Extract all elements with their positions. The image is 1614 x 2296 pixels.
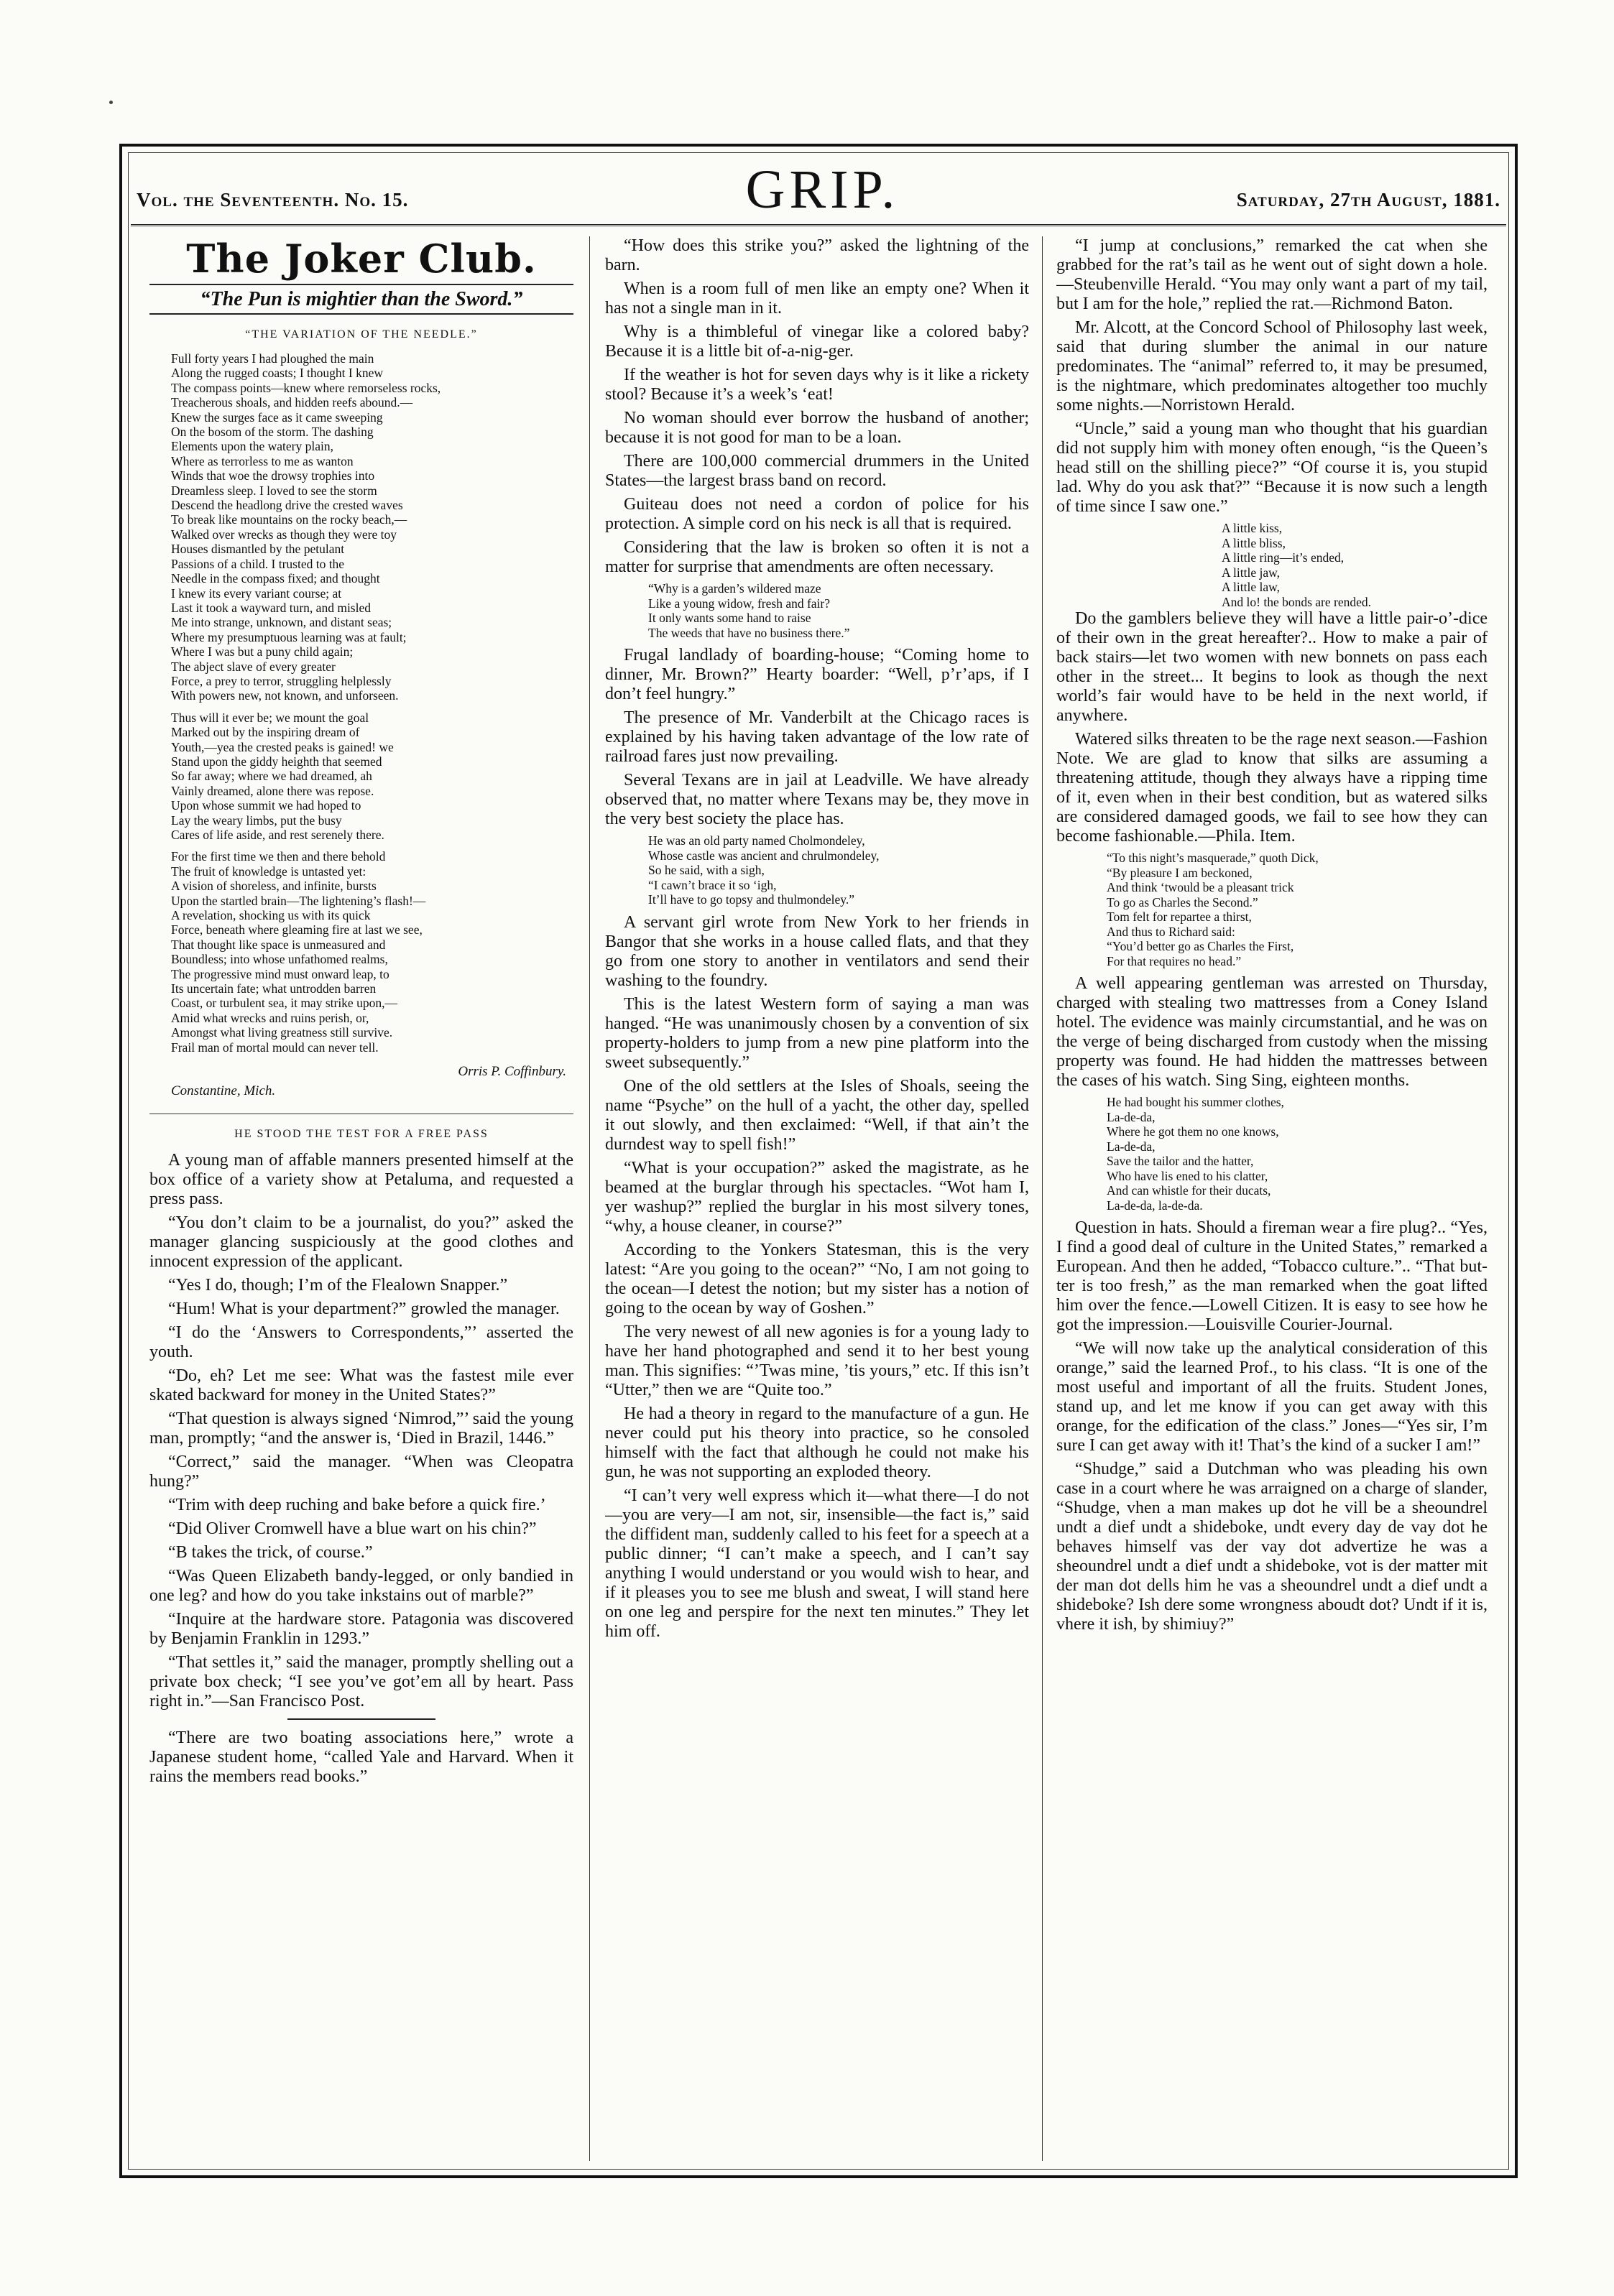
verse-line: So he said, with a sigh, xyxy=(648,863,765,877)
paragraph: According to the Yonkers Statesman, this is the very latest: “Are you going to the ocean?” “No, I am not going to the ocean—I detest the notion; but my sister has a notion of going to the ocean by way of Goshen.” xyxy=(605,1240,1029,1318)
poem-line: Its uncertain fate; what untrodden barren xyxy=(171,981,377,996)
verse-line: Who have lis ened to his clatter, xyxy=(1107,1168,1268,1183)
verse-line: The weeds that have no business there.” xyxy=(648,625,850,640)
verse-line: And thus to Richard said: xyxy=(1107,924,1235,939)
poem-signature: Orris P. Coffinbury. xyxy=(458,1064,566,1080)
poem-line: Upon whose summit we had hoped to xyxy=(171,798,361,813)
verse-line: La-de-da, xyxy=(1107,1139,1156,1154)
poem-stanza xyxy=(171,351,573,703)
verse xyxy=(1107,851,1488,968)
poem-line: Amongst what living greatness still survive. xyxy=(171,1025,393,1040)
verse xyxy=(648,833,1029,907)
poem-line: Me into strange, unknown, and distant seas; xyxy=(171,615,392,630)
story xyxy=(149,1151,573,1711)
paragraph: Guiteau does not need a cordon of police for his protection. A simple cord on his neck is all that is required. xyxy=(605,495,1029,533)
verse-line: “You’d better go as Charles the First, xyxy=(1107,939,1294,953)
poem-stanza xyxy=(171,849,573,1055)
verse-line: A little kiss, xyxy=(1222,521,1283,535)
paragraph: Mr. Alcott, at the Concord School of Philosophy last week, said that during slumber the animal in our nature predominates. The “animal” referred to, it may be presumed, is the nightmare, which predominates altogether too muchly some nights.—Norristown Herald. xyxy=(1056,318,1488,415)
verse-line: It’ll have to go topsy and thulmondeley.” xyxy=(648,892,855,907)
verse xyxy=(1107,1095,1488,1213)
paragraph: Why is a thimbleful of vinegar like a colored baby? Because it is a little bit of-a-nig-ger. xyxy=(605,323,1029,361)
paragraph-group xyxy=(605,236,1029,577)
poem-stanza xyxy=(171,710,573,843)
poem-line: For the first time we then and there behold xyxy=(171,849,386,864)
verse-line: A little law, xyxy=(1222,580,1281,594)
poem-line: Where my presumptuous learning was at fault; xyxy=(171,629,407,644)
poem-line: A vision of shoreless, and infinite, bursts xyxy=(171,879,377,894)
poem-line: Boundless; into whose unfathomed realms, xyxy=(171,952,388,967)
poem-line: Full forty years I had ploughed the main xyxy=(171,351,374,366)
column-divider xyxy=(1042,236,1043,2161)
poem-line: Amid what wrecks and ruins perish, or, xyxy=(171,1010,369,1025)
paragraph: A well appearing gentleman was arrested on Thursday, charged with stealing two mattresses from a Coney Island hotel. The evidence was mainly circumstantial, and he was on the verge of being discharged from custody when the missing property was found. He had hidden the mattresses between the cases of his watch. Sing Sing, eighteen months. xyxy=(1056,974,1488,1090)
poem-line: Cares of life aside, and rest serenely there. xyxy=(171,828,384,842)
paragraph: “We will now take up the analytical consideration of this orange,” said the learned Prof., to his class. “It is one of the most useful and important of all the fruits. Student Jones, stand up, and let me know if you can get away with this orange, for the edification of the class.” Jones—“Yes sir, I’m sure I can get away with it! That’s the kind of a sucker I am!” xyxy=(1056,1339,1488,1455)
verse-line: Tom felt for repartee a thirst, xyxy=(1107,909,1252,924)
column-3 xyxy=(1056,236,1488,2161)
poem-line: To break like mountains on the rocky beach,— xyxy=(171,512,407,527)
verse-line: “To this night’s masquerade,” quoth Dick, xyxy=(1107,851,1319,865)
poem-line: Passions of a child. I trusted to the xyxy=(171,556,345,571)
paragraph: “Yes I do, though; I’m of the Flealown Snapper.” xyxy=(168,1276,508,1295)
poem-line: I knew its every variant course; at xyxy=(171,585,342,601)
verse-line: And think ‘twould be a pleasant trick xyxy=(1107,880,1294,894)
paragraph: “Trim with deep ruching and bake before a quick fire.’ xyxy=(168,1496,546,1515)
paragraph: “You don’t claim to be a journalist, do you?” asked the manager glancing suspiciously at the good clothes and innocent expression of the applicant. xyxy=(149,1213,573,1272)
paragraph: Watered silks threaten to be the rage next season.—Fashion Note. We are glad to know that silks are assuming a threatening attitude, though they always have a ripping time of it, even when in their best condition, but as watered silks are considered damaged goods, we fail to see how they can become fashionable.—Phila. Item. xyxy=(1056,730,1488,846)
verse-line: It only wants some hand to raise xyxy=(648,611,811,625)
verse-line: He had bought his summer clothes, xyxy=(1107,1095,1284,1109)
paragraph: A servant girl wrote from New York to her friends in Bangor that she works in a house called flats, and that they go from one story to another in ventilators and send their washing to the foundry. xyxy=(605,912,1029,990)
paragraph: “I do the ‘Answers to Correspondents,”’ asserted the youth. xyxy=(149,1323,573,1362)
paragraph: “How does this strike you?” asked the lightning of the barn. xyxy=(605,236,1029,274)
poem-line: That thought like space is unmeasured and xyxy=(171,937,386,952)
poem-line: Knew the surges face as it came sweeping xyxy=(171,409,383,425)
poem xyxy=(171,351,573,1055)
poem-line: Descend the headlong drive the crested waves xyxy=(171,498,403,513)
poem-line: The compass points—knew where remorseless rocks, xyxy=(171,380,441,395)
poem-line: Marked out by the inspiring dream of xyxy=(171,725,360,740)
poem-line: Along the rugged coasts; I thought I knew xyxy=(171,366,384,381)
paragraph: “B takes the trick, of course.” xyxy=(168,1543,373,1563)
poem-line: A revelation, shocking us with its quick xyxy=(171,908,371,923)
paragraph-group xyxy=(1056,974,1488,1091)
verse xyxy=(1222,521,1488,609)
poem-line: Last it took a wayward turn, and misled xyxy=(171,600,371,615)
paragraph: “There are two boating associations here,” wrote a Japanese student home, “called Yale and Harvard. When it rains the members read books.” xyxy=(149,1728,573,1787)
column-2 xyxy=(605,236,1029,2161)
verse-line: And can whistle for their ducats, xyxy=(1107,1183,1271,1198)
poem-line: The abject slave of every greater xyxy=(171,659,336,674)
paragraph: Frugal landlady of boarding-house; “Coming home to dinner, Mr. Brown?” Hearty boarder: “Well, p’r’aps, if I don’t feel hungry.” xyxy=(605,646,1029,703)
page-frame xyxy=(119,144,1518,2178)
verse-line: A little ring—it’s ended, xyxy=(1222,550,1345,565)
poem-line: Coast, or turbulent sea, it may strike upon,— xyxy=(171,996,397,1011)
paragraph: “That question is always signed ‘Nimrod,”’ said the young man, promptly; “and the answer is, ‘Died in Brazil, 1446.” xyxy=(149,1409,573,1448)
paragraph: Do the gamblers believe they will have a little pair-o’-dice of their own in the great hereafter?.. How to make a pair of back stairs—let two women with new bonnets on pass each other in the street... It begins to look as though the next world’s fair would have to be held in the next world, if anywhere. xyxy=(1056,609,1488,725)
poem-line: Walked over wrecks as though they were toy xyxy=(171,527,397,542)
poem-line: Force, beneath where gleaming fire at last we see, xyxy=(171,922,423,938)
section-motto: “The Pun is mightier than the Sword.” xyxy=(149,284,573,315)
verse-line: Save the tailor and the hatter, xyxy=(1107,1154,1254,1168)
poem-line: Upon the startled brain—The lightening’s flash!— xyxy=(171,893,426,908)
masthead-rule xyxy=(131,224,1506,226)
verse-line: And lo! the bonds are rended. xyxy=(1222,594,1371,609)
poem-line: So far away; where we had dreamed, ah xyxy=(171,769,372,784)
poem-line: Dreamless sleep. I loved to see the storm xyxy=(171,483,377,498)
paragraph: One of the old settlers at the Isles of Shoals, seeing the name “Psyche” on the hull of a yacht, the other day, spelled it out slowly, and then exclaimed: “Well, if that ain’t the durndest way to spell fish!” xyxy=(605,1076,1029,1154)
paragraph: This is the latest Western form of saying a man was hanged. “He was unanimously chosen by a convention of six property-holders to jump from a new pine platform into the sweet subsequently.” xyxy=(605,994,1029,1072)
verse-line: To go as Charles the Second.” xyxy=(1107,894,1258,909)
verse-line: Like a young widow, fresh and fair? xyxy=(648,596,831,611)
masthead xyxy=(137,157,1500,218)
paragraph: “Uncle,” said a young man who thought that his guardian did not supply him with money often enough, “is the Queen’s head still on the shilling piece?” “Of course it is, you stupid lad. Why do you ask that?” “Because it is now such a length of time since I saw one.” xyxy=(1056,420,1488,516)
section-title: The Joker Club. xyxy=(186,236,537,282)
column-divider xyxy=(589,236,590,2161)
verse-line: La-de-da, la-de-da. xyxy=(1107,1198,1203,1213)
column-1 xyxy=(149,236,573,2161)
poem-line: Lay the weary limbs, put the busy xyxy=(171,813,342,828)
paragraph: When is a room full of men like an empty one? When it has not a single man in it. xyxy=(605,279,1029,318)
paragraph: He had a theory in regard to the manufacture of a gun. He never could put his theory into practice, so he consoled himself with the fact that although he could not make his gun, he was not supporting an exploded theory. xyxy=(605,1404,1029,1481)
paragraph: No woman should ever borrow the husband of another; because it is not good for man to be a loan. xyxy=(605,409,1029,447)
paragraph: If the weather is hot for seven days why is it like a rickety stool? Because it’s a week’s ‘eat! xyxy=(605,366,1029,404)
verse-line: For that requires no head.” xyxy=(1107,953,1242,968)
paragraph-group xyxy=(605,646,1029,829)
verse-line: He was an old party named Cholmondeley, xyxy=(648,833,865,848)
verse xyxy=(648,581,1029,640)
verse-line: Where he got them no one knows, xyxy=(1107,1124,1279,1139)
paragraph: “That settles it,” said the manager, promptly shelling out a private box check; “I see you’ve got’em all by heart. Pass right in.”—San Francisco Post. xyxy=(149,1653,573,1711)
verse-line: “I cawn’t brace it so ‘igh, xyxy=(648,877,777,892)
paragraph: Considering that the law is broken so often it is not a matter for surprise that amendments are often necessary. xyxy=(605,538,1029,576)
poem-place: Constantine, Mich. xyxy=(171,1083,276,1099)
poem-line: Needle in the compass fixed; and thought xyxy=(171,571,380,586)
divider xyxy=(287,1718,436,1720)
verse-line: A little jaw, xyxy=(1222,565,1281,580)
poem-line: Winds that woe the drowsy trophies into xyxy=(171,468,375,483)
paragraph: The very newest of all new agonies is for a young lady to have her hand photographed and send it to her best young man. This signifies: “’Twas mine, ’tis yours,” etc. If this isn’t “Utter,” then we are “Quite too.” xyxy=(605,1322,1029,1399)
paragraph: “Do, eh? Let me see: What was the fastest mile ever skated backward for money in the United States?” xyxy=(149,1366,573,1405)
paragraph-group xyxy=(1056,236,1488,517)
poem-line: The progressive mind must onward leap, to xyxy=(171,966,389,981)
poem-line: Force, a prey to terror, struggling helplessly xyxy=(171,673,392,688)
verse-line: La-de-da, xyxy=(1107,1109,1156,1124)
volume-number: Vol. the Seventeenth. No. 15. xyxy=(137,189,409,210)
verse-line: “Why is a garden’s wildered maze xyxy=(648,581,821,596)
paragraph-group xyxy=(1056,609,1488,846)
issue-date: Saturday, 27th August, 1881. xyxy=(1236,189,1500,210)
newspaper-title: GRIP. xyxy=(745,159,900,220)
paragraph: “Was Queen Elizabeth bandy-legged, or only bandied in one leg? and how do you take inkstains out of marble?” xyxy=(149,1567,573,1606)
paragraph: “Inquire at the hardware store. Patagonia was discovered by Benjamin Franklin in 1293.” xyxy=(149,1610,573,1649)
poem-title: “THE VARIATION OF THE NEEDLE.” xyxy=(245,328,478,341)
poem-line: Vainly dreamed, alone there was repose. xyxy=(171,783,374,798)
paragraph: “Shudge,” said a Dutchman who was pleading his own case in a court where he was arraigned on a charge of slander, “Shudge, vhen a man makes up dot he vill be a sheoundrel undt a dief undt a shideboke, undt every day de vay dot he behaves himself vas der vay dot advertize he was a sheoundrel undt a dief undt a shideboke, vot is der matter mit der man dot dells him he vas a sheoundrel undt a dief undt a shideboke? Ish dere some wrongness aboudt dot? Undt if it is, vhere it ish, by shimiuy?” xyxy=(1056,1460,1488,1634)
poem-line: Houses dismantled by the petulant xyxy=(171,542,345,557)
paragraph: Several Texans are in jail at Leadville. We have already observed that, no matter where Texans may be, they move in the very best society the place has. xyxy=(605,771,1029,828)
poem-line: Thus will it ever be; we mount the goal xyxy=(171,710,369,725)
paragraph: “I jump at conclusions,” remarked the cat when she grabbed for the rat’s tail as he went out of sight down a hole.—Steubenville Herald. “You may only want a part of my tail, but I am for the hole,” replied the rat.—Richmond Baton. xyxy=(1056,236,1488,313)
paragraph: The presence of Mr. Vanderbilt at the Chicago races is explained by his having taken advantage of the low rate of railroad fares just now prevailing. xyxy=(605,708,1029,766)
verse-line: A little bliss, xyxy=(1222,535,1286,550)
verse-line: Whose castle was ancient and chrulmondeley, xyxy=(648,848,880,863)
poem-line: Where I was but a puny child again; xyxy=(171,644,354,659)
paragraph: “Hum! What is your department?” growled the manager. xyxy=(168,1300,560,1319)
poem-line: Frail man of mortal mould can never tell. xyxy=(171,1040,379,1055)
paragraph-group xyxy=(605,913,1029,1642)
stray-mark xyxy=(109,101,113,104)
paragraph: “I can’t very well express which it—what there—I do not—you are very—I am not, sir, insensible—the fact is,” said the diffident man, suddenly called to his feet for a speech at a public dinner; “I can’t make a speech, and I can’t say anything I would understand or you would wish to hear, and if it pleases you to see me blush and sweat, I will stand here on one leg and perspire for the next ten minutes.” They let him off. xyxy=(605,1486,1029,1641)
paragraph-group xyxy=(1056,1218,1488,1634)
poem-line: On the bosom of the storm. The dashing xyxy=(171,425,374,440)
poem-line: Elements upon the watery plain, xyxy=(171,439,333,454)
paragraph: Question in hats. Should a fireman wear a fire plug?.. “Yes, I find a good deal of culture in the United States,” remarked a European. And then he added, “Tobacco culture.”.. “That but-ter is too fresh,” as the man remarked when the goat lifted him over the fence.—Lowell Citizen. It is easy to see how he got the impression.—Louisville Courier-Journal. xyxy=(1056,1218,1488,1334)
poem-line: Treacherous shoals, and hidden reefs abound.— xyxy=(171,395,413,410)
paragraph: “What is your occupation?” asked the magistrate, as he beamed at the burglar through his spectacles. “Wot ham I, yer washup?” replied the burglar in his most silvery tones, “why, a house cleaner, in course?” xyxy=(605,1158,1029,1236)
paragraph: There are 100,000 commercial drummers in the United States—the largest brass band on record. xyxy=(605,452,1029,490)
paragraph: “Correct,” said the manager. “When was Cleopatra hung?” xyxy=(149,1453,573,1491)
poem-line: With powers new, not known, and unforseen. xyxy=(171,688,399,703)
paragraph: A young man of affable manners presented himself at the box office of a variety show at Petaluma, and requested a press pass. xyxy=(149,1151,573,1209)
poem-line: Youth,—yea the crested peaks is gained! we xyxy=(171,739,394,754)
poem-line: Where as terrorless to me as wanton xyxy=(171,453,354,468)
poem-line: Stand upon the giddy heighth that seemed xyxy=(171,754,382,769)
paragraph: “Did Oliver Cromwell have a blue wart on his chin?” xyxy=(168,1519,537,1539)
story-title: HE STOOD THE TEST FOR A FREE PASS xyxy=(234,1128,489,1141)
verse-line: “By pleasure I am beckoned, xyxy=(1107,865,1253,880)
poem-line: The fruit of knowledge is untasted yet: xyxy=(171,864,366,879)
